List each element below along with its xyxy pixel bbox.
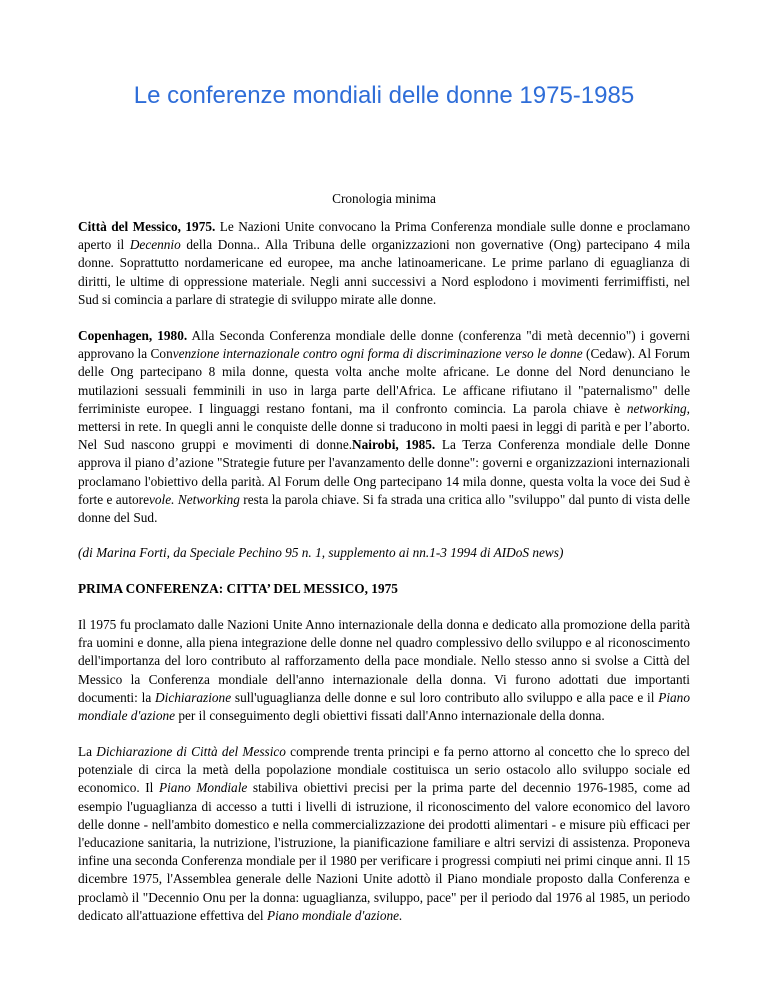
bold-run: Copenhagen, 1980. <box>78 328 188 343</box>
italic-run: networking, <box>626 400 690 416</box>
text-run: mettersi in rete. In quegli anni le conquiste delle donne si traducono in molti paesi in leggi di parità e per l’aborto. Nel Sud nascono gruppi e movimenti di donne. <box>78 419 690 453</box>
paragraph-mexico-1975 <box>78 218 690 309</box>
text-run: comprende trenta principi e fa perno attorno al concetto che lo spreco del potenziale di circa la metà della popolazione mondiale costituisca un serio ostacolo allo sviluppo sociale ed economico. Il <box>78 744 690 796</box>
paragraph-declaration <box>78 743 690 925</box>
paragraph-1975-year <box>78 616 690 725</box>
text-run: sull'uguaglianza delle donne e sul loro contributo allo sviluppo e alla pace e il <box>231 689 659 705</box>
italic-run: Piano mondiale d'azione. <box>266 907 403 923</box>
text-run: della Donna.. Alla Tribuna delle organizzazioni non governative (Ong) partecipano 4 mila donne. Soprattutto nordamericane ed europee, ma anche latinoamericane. Le prime parlano di eguaglianza di diritti, le ultime di oppressione materiale. Negli anni successivi a Nord esplodono i movimenti ferrimiffisti, nel Sud si comincia a parlare di strategie di sviluppo mirate alle donne. <box>78 237 691 307</box>
italic-run: Dichiarazione <box>155 689 232 705</box>
bold-run: Città del Messico, 1975. <box>78 219 216 234</box>
text-run: per il conseguimento degli obiettivi fissati dall'Anno internazionale della donna. <box>175 708 605 724</box>
italic-run: Piano mondiale d'azione <box>78 689 690 724</box>
italic-run: vole. Networking <box>149 491 240 507</box>
paragraph-copenhagen-nairobi <box>78 327 690 527</box>
text-run: (Cedaw). Al Forum delle Ong partecipano 8 mila donne, questa volta anche molte africane. Le donne del Nord denunciano le mutilazioni sessuali femminili in uso in larga parte dell'Africa. Le afficane rifiutano il "paternalismo" delle ferriministe europee. I linguaggi restano fontani, ma il confronto comincia. La parola chiave è <box>78 346 690 416</box>
italic-run: Decennio <box>129 237 181 253</box>
italic-run: venzione internazionale contro ogni forma di discriminazione verso le donne <box>172 346 583 362</box>
text-run: La <box>78 744 97 759</box>
text-run: La Terza Conferenza mondiale delle Donne approva il piano d’azione "Strategie future per l'avanzamento delle donne": governi e organizzazioni internazionali proclamano l'obiettivo della parità. Al Forum delle Ong partecipano 14 mila donne, questa volta la voce dei Sud è forte e autore <box>78 437 690 507</box>
subtitle: Cronologia minima <box>332 191 436 206</box>
citation: (di Marina Forti, da Speciale Pechino 95 n. 1, supplemento ai nn.1-3 1994 di AIDoS news) <box>78 545 564 560</box>
text-run: Le Nazioni Unite convocano la Prima Conferenza mondiale sulle donne e proclamano aperto il <box>78 219 690 253</box>
text-run: stabiliva obiettivi precisi per la prima parte del decennio 1976-1985, come ad esempio l'uguaglianza di accesso a tutti i livelli di istruzione, il riconoscimento del valore economico del lavoro delle donne - nell'ambito domestico e nella commercializzazione dei prodotti alimentari - e misure più efficaci per l'educazione sanitaria, la nutrizione, l'istruzione, la pianificazione familiare e altri servizi di assistenza. Proponeva infine una seconda Conferenza mondiale per il 1980 per verificare i progressi compiuti nei primi cinque anni. Il 15 dicembre 1975, l'Assemblea generale delle Nazioni Unite adottò il Piano mondiale proposto dalla Conferenza e proclamò il "Decennio Onu per la donna: uguaglianza, sviluppo, pace" per il periodo dal 1976 al 1985, un periodo dedicato all'attuazione effettiva del <box>78 780 690 923</box>
italic-run: Piano Mondiale <box>158 780 248 796</box>
bold-run: Nairobi, 1985. <box>352 437 436 453</box>
text-run: Alla Seconda Conferenza mondiale delle donne (conferenza "di metà decennio") i governi approvano la Con <box>78 328 691 362</box>
text-run: resta la parola chiave. Si fa strada una critica allo "sviluppo" dal punto di vista delle donne del Sud. <box>78 491 690 526</box>
text-run: Il 1975 fu proclamato dalle Nazioni Unite Anno internazionale della donna e dedicato alla promozione della parità fra uomini e donne, alla piena integrazione delle donne nel quadro complessivo dello sviluppo e al riconoscimento dell'importanza del loro contributo al rafforzamento della pace mondiale. Nello stesso anno si svolse a Città del Messico la Conferenza mondiale dell'anno internazionale della donna. Vi furono adottati due importanti documenti: la <box>78 617 690 705</box>
section-heading: PRIMA CONFERENZA: CITTA’ DEL MESSICO, 1975 <box>78 581 398 596</box>
document-title: Le conferenze mondiali delle donne 1975-1985 <box>133 82 635 109</box>
italic-run: Dichiarazione di Città del Messico <box>96 744 286 759</box>
